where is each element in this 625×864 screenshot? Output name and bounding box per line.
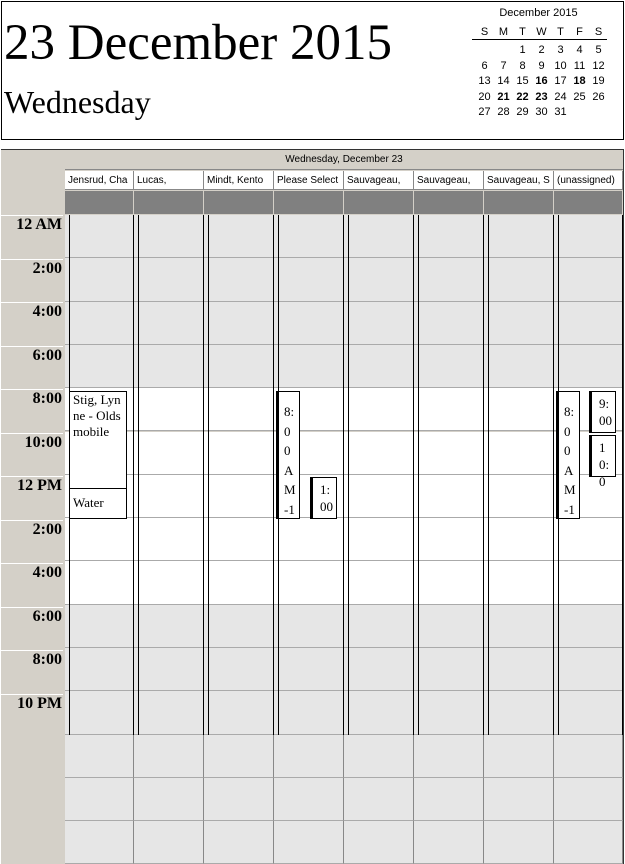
time-slot[interactable] (134, 518, 204, 561)
mini-calendar-day[interactable]: 31 (554, 106, 567, 118)
time-slot[interactable] (554, 345, 623, 388)
mini-calendar-day[interactable]: 6 (481, 59, 488, 72)
time-label: 10:00 (24, 433, 62, 451)
time-slot[interactable] (65, 345, 134, 388)
mini-calendar-weekday: T (519, 26, 526, 38)
time-slot[interactable] (204, 605, 274, 648)
time-slot[interactable] (134, 778, 204, 821)
time-slot[interactable] (134, 388, 204, 431)
resource-band (274, 191, 344, 214)
time-slot[interactable] (344, 345, 414, 388)
mini-calendar-day[interactable]: 7 (500, 59, 507, 72)
time-slot[interactable] (134, 215, 204, 258)
mini-calendar-day[interactable]: 3 (557, 44, 564, 56)
resource-band (484, 191, 554, 214)
mini-calendar-weekday: S (594, 26, 603, 38)
time-slot[interactable] (484, 215, 554, 258)
resource-header[interactable]: Jensrud, Cha (65, 171, 134, 190)
mini-calendar-weekday: M (498, 26, 509, 38)
mini-calendar-day[interactable]: 21 (497, 90, 510, 103)
time-slot[interactable] (484, 388, 554, 431)
time-slot[interactable] (134, 561, 204, 604)
time-slot[interactable] (554, 561, 623, 604)
time-slot[interactable] (344, 475, 414, 518)
time-slot[interactable] (414, 735, 484, 778)
appointment-time: 8:00AM-1 (564, 404, 576, 517)
mini-calendar-day[interactable]: 17 (554, 75, 567, 87)
resource-band (554, 191, 623, 214)
appointment[interactable] (276, 391, 300, 519)
appointment-time: 1:00 (320, 482, 333, 514)
time-slot[interactable] (65, 778, 134, 821)
time-slot[interactable] (344, 691, 414, 734)
mini-calendar-day[interactable]: 18 (573, 75, 586, 87)
time-slot[interactable] (204, 648, 274, 691)
resource-band (414, 191, 484, 214)
resource-header[interactable]: Lucas, (134, 171, 204, 190)
time-slot[interactable] (344, 388, 414, 431)
time-slot[interactable] (134, 691, 204, 734)
mini-calendar-day[interactable]: 10 (554, 59, 567, 72)
time-slot[interactable] (414, 432, 484, 475)
resource-header[interactable]: Sauvageau, S (484, 171, 554, 190)
time-label: 10 PM (17, 694, 62, 712)
appointment[interactable] (556, 391, 580, 519)
mini-calendar-day[interactable]: 24 (554, 90, 567, 103)
column-divider (208, 215, 209, 735)
time-slot[interactable] (414, 302, 484, 345)
time-slot[interactable] (484, 605, 554, 648)
resource-band (65, 191, 134, 214)
page-title: 23 December 2015 (4, 15, 393, 71)
resource-header[interactable]: Sauvageau, (344, 171, 414, 190)
mini-calendar-day[interactable]: 19 (592, 75, 605, 87)
mini-calendar-weekday: W (536, 26, 547, 38)
resource-header[interactable]: Mindt, Kento (204, 171, 274, 190)
time-slot[interactable] (134, 345, 204, 388)
time-slot[interactable] (204, 345, 274, 388)
time-slot[interactable] (274, 258, 344, 301)
time-slot[interactable] (134, 821, 204, 864)
time-label: 2:00 (32, 259, 62, 277)
time-slot[interactable] (484, 778, 554, 821)
time-slot[interactable] (204, 388, 274, 431)
time-slot[interactable] (554, 258, 623, 301)
time-slot[interactable] (484, 345, 554, 388)
time-column (1, 150, 65, 864)
time-slot[interactable] (484, 648, 554, 691)
mini-calendar-day[interactable]: 22 (516, 90, 529, 103)
mini-calendar-day[interactable]: 23 (535, 90, 548, 103)
time-slot[interactable] (204, 778, 274, 821)
time-slot[interactable] (65, 518, 134, 561)
day-header: Wednesday, December 23 (65, 150, 623, 170)
column-divider (348, 215, 349, 735)
appointment-time: 9:00 (599, 396, 612, 428)
resource-header[interactable]: Sauvageau, (414, 171, 484, 190)
appointment[interactable] (589, 435, 616, 489)
time-label: 4:00 (32, 303, 62, 320)
time-slot[interactable] (554, 518, 623, 561)
resource-header[interactable]: (unassigned) (554, 171, 623, 190)
time-slot[interactable] (554, 648, 623, 691)
time-label: 8:00 (32, 390, 62, 407)
time-label: 12 AM (16, 216, 62, 233)
time-slot[interactable] (414, 215, 484, 258)
mini-calendar-day[interactable]: 11 (573, 59, 586, 72)
time-slot[interactable] (484, 432, 554, 475)
time-slot[interactable] (554, 605, 623, 648)
column-divider (138, 215, 139, 735)
time-slot[interactable] (65, 258, 134, 301)
time-slot[interactable] (414, 258, 484, 301)
column-divider (622, 215, 623, 735)
time-slot[interactable] (344, 648, 414, 691)
time-slot[interactable] (65, 605, 134, 648)
time-slot[interactable] (65, 302, 134, 345)
time-slot[interactable] (344, 778, 414, 821)
time-slot[interactable] (344, 821, 414, 864)
time-slot[interactable] (134, 475, 204, 518)
mini-calendar-day[interactable]: 25 (573, 90, 586, 103)
time-slot[interactable] (554, 778, 623, 821)
time-slot[interactable] (204, 258, 274, 301)
time-slot[interactable] (484, 735, 554, 778)
time-label: 12 PM (17, 477, 62, 494)
mini-calendar-weekday: S (480, 26, 489, 38)
mini-calendar-day[interactable]: 28 (497, 106, 510, 118)
time-slot[interactable] (204, 518, 274, 561)
mini-calendar-day[interactable]: 20 (478, 90, 491, 103)
time-slot[interactable] (134, 258, 204, 301)
time-slot[interactable] (134, 648, 204, 691)
time-slot[interactable] (414, 821, 484, 864)
time-slot[interactable] (554, 735, 623, 778)
time-slot[interactable] (134, 605, 204, 648)
time-slot[interactable] (204, 561, 274, 604)
time-slot[interactable] (414, 475, 484, 518)
time-slot[interactable] (274, 735, 344, 778)
mini-calendar-day[interactable]: 14 (497, 75, 510, 87)
time-slot[interactable] (484, 475, 554, 518)
mini-calendar-weekday: F (576, 26, 583, 38)
mini-calendar-title: December 2015 (499, 7, 578, 19)
time-slot[interactable] (344, 518, 414, 561)
mini-calendar-day[interactable]: 2 (538, 44, 545, 56)
time-slot[interactable] (134, 735, 204, 778)
mini-calendar-day[interactable]: 5 (595, 44, 602, 56)
time-slot[interactable] (484, 691, 554, 734)
appointment[interactable] (589, 391, 616, 433)
time-label: 8:00 (32, 651, 62, 668)
time-slot[interactable] (414, 518, 484, 561)
time-slot[interactable] (554, 215, 623, 258)
appointment[interactable] (69, 391, 127, 519)
time-slot[interactable] (204, 475, 274, 518)
time-slot[interactable] (414, 778, 484, 821)
time-slot[interactable] (274, 215, 344, 258)
time-slot[interactable] (414, 561, 484, 604)
time-slot[interactable] (274, 605, 344, 648)
time-label: 6:00 (32, 346, 62, 364)
time-slot[interactable] (204, 215, 274, 258)
weekday-label: Wednesday (4, 84, 151, 120)
time-slot[interactable] (344, 432, 414, 475)
mini-calendar-day[interactable]: 9 (538, 59, 545, 72)
time-slot[interactable] (344, 735, 414, 778)
time-slot[interactable] (65, 735, 134, 778)
mini-calendar-day[interactable]: 1 (519, 44, 526, 56)
resource-band (134, 191, 204, 214)
time-slot[interactable] (204, 432, 274, 475)
time-slot[interactable] (274, 518, 344, 561)
mini-calendar-day[interactable]: 13 (478, 75, 491, 87)
time-slot[interactable] (65, 821, 134, 864)
time-slot[interactable] (554, 691, 623, 734)
mini-calendar-day[interactable]: 12 (592, 59, 605, 72)
time-slot[interactable] (274, 778, 344, 821)
time-slot[interactable] (274, 561, 344, 604)
time-slot[interactable] (204, 691, 274, 734)
time-slot[interactable] (554, 821, 623, 864)
time-slot[interactable] (274, 691, 344, 734)
column-divider (488, 215, 489, 735)
appointment-time: 8:00AM-1 (284, 404, 296, 517)
time-slot[interactable] (554, 302, 623, 345)
appointment-location: Water (73, 495, 104, 510)
mini-calendar-day[interactable]: 8 (519, 59, 526, 72)
time-slot[interactable] (484, 518, 554, 561)
time-slot[interactable] (204, 302, 274, 345)
time-slot[interactable] (274, 345, 344, 388)
mini-calendar-day[interactable]: 27 (478, 106, 491, 118)
mini-calendar-day[interactable]: 16 (535, 75, 548, 87)
time-slot[interactable] (65, 561, 134, 604)
appointment-time: 10:0 (599, 440, 610, 489)
appointment[interactable] (310, 477, 337, 519)
time-slot[interactable] (484, 258, 554, 301)
time-slot[interactable] (414, 388, 484, 431)
time-slot[interactable] (65, 648, 134, 691)
time-slot[interactable] (134, 432, 204, 475)
time-slot[interactable] (274, 648, 344, 691)
resource-header[interactable]: Please Select (274, 171, 344, 190)
time-label: 2:00 (32, 520, 62, 538)
resource-band (204, 191, 274, 214)
time-slot[interactable] (344, 302, 414, 345)
appointment-title: Stig, Lynne - Oldsmobile (73, 392, 121, 439)
mini-calendar-day[interactable]: 4 (576, 44, 583, 56)
time-slot[interactable] (204, 735, 274, 778)
time-slot[interactable] (274, 821, 344, 864)
time-slot[interactable] (484, 561, 554, 604)
mini-calendar-day[interactable]: 30 (535, 106, 548, 118)
time-slot[interactable] (414, 648, 484, 691)
resource-band (344, 191, 414, 214)
time-slot[interactable] (484, 821, 554, 864)
time-slot[interactable] (65, 215, 134, 258)
time-slot[interactable] (344, 215, 414, 258)
time-label: 6:00 (32, 607, 62, 625)
mini-calendar-day[interactable]: 29 (516, 106, 529, 118)
time-slot[interactable] (274, 302, 344, 345)
time-slot[interactable] (344, 605, 414, 648)
mini-calendar-weekday: T (557, 26, 564, 38)
time-slot[interactable] (414, 345, 484, 388)
time-slot[interactable] (414, 691, 484, 734)
time-slot[interactable] (65, 691, 134, 734)
time-slot[interactable] (134, 302, 204, 345)
time-slot[interactable] (344, 561, 414, 604)
mini-calendar-day[interactable]: 15 (516, 75, 529, 87)
time-slot[interactable] (414, 605, 484, 648)
mini-calendar-divider (472, 39, 607, 40)
time-label: 4:00 (32, 564, 62, 581)
time-slot[interactable] (204, 821, 274, 864)
mini-calendar-day[interactable]: 26 (592, 90, 605, 103)
time-slot[interactable] (484, 302, 554, 345)
column-divider (418, 215, 419, 735)
time-slot[interactable] (344, 258, 414, 301)
